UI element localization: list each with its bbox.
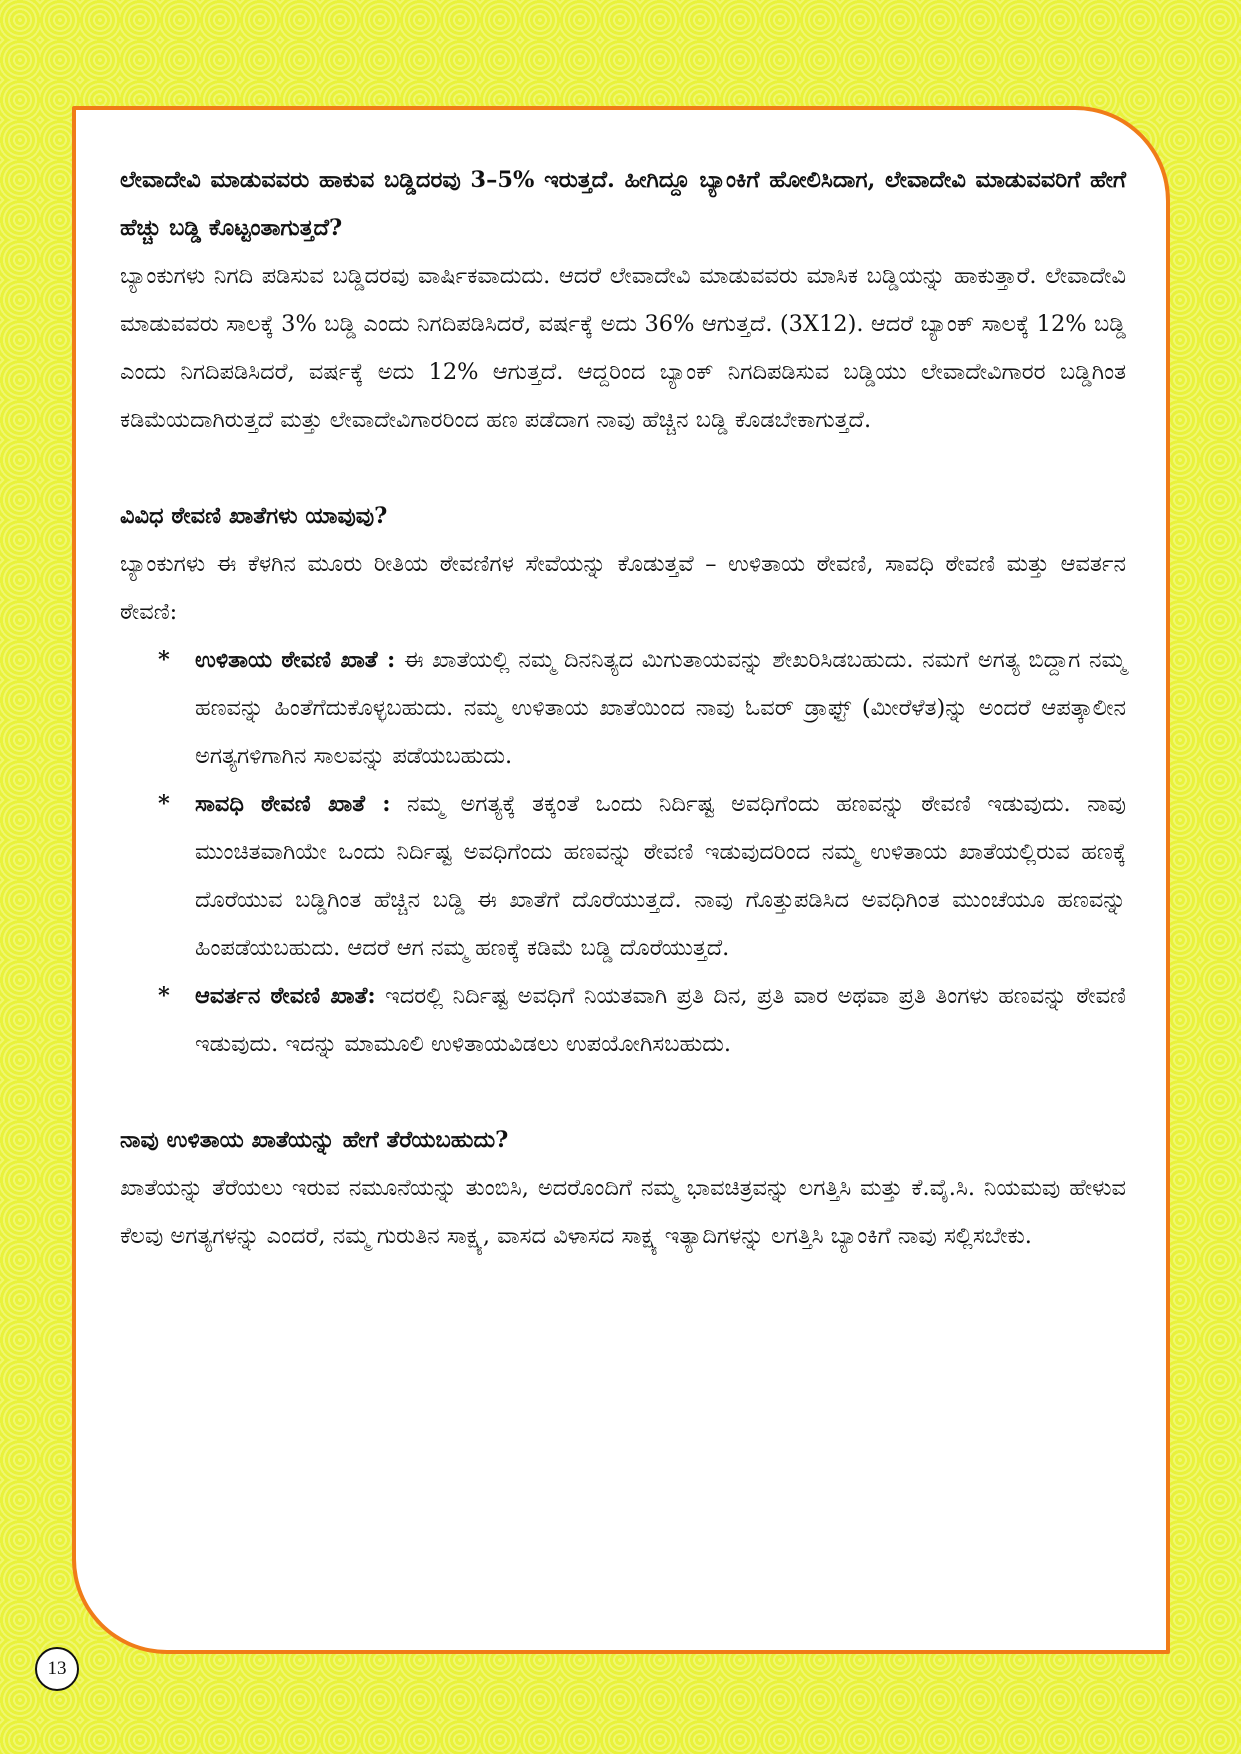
recurring-deposit-term: ಆವರ್ತನ ಠೇವಣಿ ಖಾತೆ: bbox=[195, 983, 376, 1009]
fixed-deposit-text: ನಮ್ಮ ಅಗತ್ಯಕ್ಕೆ ತಕ್ಕಂತೆ ಒಂದು ನಿರ್ದಿಷ್ಟ ಅವಧಿಗೆಂದು ಹಣವನ್ನು ಠೇವಣಿ ಇಡುವುದು. ನಾವು ಮುಂಚಿತವಾಗಿಯೇ ಒಂದು ನಿರ್ದಿಷ್ಟ ಅವಧಿಗೆಂದು ಹಣವನ್ನು ಠೇವಣಿ ಇಡುವುದರಿಂದ ನಮ್ಮ ಉಳಿತಾಯ ಖಾತೆಯಲ್ಲಿರುವ ಹಣಕ್ಕೆ ದೊರೆಯುವ ಬಡ್ಡಿಗಿಂತ ಹೆಚ್ಚಿನ ಬಡ್ಡಿ ಈ ಖಾತೆಗೆ ದೊರೆಯುತ್ತದೆ. ನಾವು ಗೊತ್ತುಪಡಿಸಿದ ಅವಧಿಗಿಂತ ಮುಂಚೆಯೂ ಹಣವನ್ನು ಹಿಂಪಡೆಯಬಹುದು. ಆದರೆ ಆಗ ನಮ್ಮ ಹಣಕ್ಕೆ ಕಡಿಮೆ ಬಡ್ಡಿ ದೊರೆಯುತ್ತದೆ. bbox=[195, 791, 1126, 961]
open-account-question: ನಾವು ಉಳಿತಾಯ ಖಾತೆಯನ್ನು ಹೇಗೆ ತೆರೆಯಬಹುದು? bbox=[120, 1127, 509, 1153]
deposits-intro: ಬ್ಯಾಂಕುಗಳು ಈ ಕೆಳಗಿನ ಮೂರು ರೀತಿಯ ಠೇವಣಿಗಳ ಸೇವೆಯನ್ನು ಕೊಡುತ್ತವೆ – ಉಳಿತಾಯ ಠೇವಣಿ, ಸಾವಧಿ ಠೇವಣಿ ಮತ್ತು ಆವರ್ತನ ಠೇವಣಿ: bbox=[120, 551, 1126, 625]
bullet-marker: * bbox=[158, 983, 170, 1009]
list-item-savings-deposit bbox=[120, 636, 1126, 780]
bullet-marker: * bbox=[158, 647, 170, 673]
deposit-types-list bbox=[120, 636, 1126, 1068]
savings-deposit-term: ಉಳಿತಾಯ ಠೇವಣಿ ಖಾತೆ : bbox=[195, 647, 396, 673]
savings-deposit-text: ಈ ಖಾತೆಯಲ್ಲಿ ನಮ್ಮ ದಿನನಿತ್ಯದ ಮಿಗುತಾಯವನ್ನು ಶೇಖರಿಸಿಡಬಹುದು. ನಮಗೆ ಅಗತ್ಯ ಬಿದ್ದಾಗ ನಮ್ಮ ಹಣವನ್ನು ಹಿಂತೆಗೆದುಕೊಳ್ಳಬಹುದು. ನಮ್ಮ ಉಳಿತಾಯ ಖಾತೆಯಿಂದ ನಾವು ಓವರ್ ಡ್ರಾಫ್ಟ್ (ಮೀರೆಳೆತ)ನ್ನು ಅಂದರೆ ಆಪತ್ಕಾಲೀನ ಅಗತ್ಯಗಳಿಗಾಗಿನ ಸಾಲವನ್ನು ಪಡೆಯಬಹುದು. bbox=[195, 647, 1126, 769]
page-number-badge: 13 bbox=[35, 1647, 79, 1691]
page-frame bbox=[72, 106, 1170, 1654]
section-spacer bbox=[120, 444, 1126, 492]
recurring-deposit-text: ಇದರಲ್ಲಿ ನಿರ್ದಿಷ್ಟ ಅವಧಿಗೆ ನಿಯತವಾಗಿ ಪ್ರತಿ ದಿನ, ಪ್ರತಿ ವಾರ ಅಥವಾ ಪ್ರತಿ ತಿಂಗಳು ಹಣವನ್ನು ಠೇವಣಿ ಇಡುವುದು. ಇದನ್ನು ಮಾಮೂಲಿ ಉಳಿತಾಯವಿಡಲು ಉಪಯೋಗಿಸಬಹುದು. bbox=[195, 983, 1126, 1057]
interest-question: ಲೇವಾದೇವಿ ಮಾಡುವವರು ಹಾಕುವ ಬಡ್ಡಿದರವು 3–5% ಇರುತ್ತದೆ. ಹೀಗಿದ್ದೂ ಬ್ಯಾಂಕಿಗೆ ಹೋಲಿಸಿದಾಗ, ಲೇವಾದೇವಿ ಮಾಡುವವರಿಗೆ ಹೇಗೆ ಹೆಚ್ಚು ಬಡ್ಡಿ ಕೊಟ್ಟಂತಾಗುತ್ತದೆ? bbox=[120, 167, 1126, 241]
page-content bbox=[120, 156, 1126, 1260]
fixed-deposit-term: ಸಾವಧಿ ಠೇವಣಿ ಖಾತೆ : bbox=[195, 791, 391, 817]
section-spacer bbox=[120, 1068, 1126, 1116]
interest-answer: ಬ್ಯಾಂಕುಗಳು ನಿಗದಿ ಪಡಿಸುವ ಬಡ್ಡಿದರವು ವಾರ್ಷಿಕವಾದುದು. ಆದರೆ ಲೇವಾದೇವಿ ಮಾಡುವವರು ಮಾಸಿಕ ಬಡ್ಡಿಯನ್ನು ಹಾಕುತ್ತಾರೆ. ಲೇವಾದೇವಿ ಮಾಡುವವರು ಸಾಲಕ್ಕೆ 3% ಬಡ್ಡಿ ಎಂದು ನಿಗದಿಪಡಿಸಿದರೆ, ವರ್ಷಕ್ಕೆ ಅದು 36% ಆಗುತ್ತದೆ. (3X12). ಆದರೆ ಬ್ಯಾಂಕ್ ಸಾಲಕ್ಕೆ 12% ಬಡ್ಡಿ ಎಂದು ನಿಗದಿಪಡಿಸಿದರೆ, ವರ್ಷಕ್ಕೆ ಅದು 12% ಆಗುತ್ತದೆ. ಆದ್ದರಿಂದ ಬ್ಯಾಂಕ್ ನಿಗದಿಪಡಿಸುವ ಬಡ್ಡಿಯು ಲೇವಾದೇವಿಗಾರರ ಬಡ್ಡಿಗಿಂತ ಕಡಿಮೆಯದಾಗಿರುತ್ತದೆ ಮತ್ತು ಲೇವಾದೇವಿಗಾರರಿಂದ ಹಣ ಪಡೆದಾಗ ನಾವು ಹೆಚ್ಚಿನ ಬಡ್ಡಿ ಕೊಡಬೇಕಾಗುತ್ತದೆ. bbox=[120, 263, 1126, 433]
list-item-fixed-deposit bbox=[120, 780, 1126, 972]
bullet-marker: * bbox=[158, 791, 170, 817]
open-account-answer: ಖಾತೆಯನ್ನು ತೆರೆಯಲು ಇರುವ ನಮೂನೆಯನ್ನು ತುಂಬಿಸಿ, ಅದರೊಂದಿಗೆ ನಮ್ಮ ಭಾವಚಿತ್ರವನ್ನು ಲಗತ್ತಿಸಿ ಮತ್ತು ಕೆ.ವೈ.ಸಿ. ನಿಯಮವು ಹೇಳುವ ಕೆಲವು ಅಗತ್ಯಗಳನ್ನು ಎಂದರೆ, ನಮ್ಮ ಗುರುತಿನ ಸಾಕ್ಷ್ಯ, ವಾಸದ ವಿಳಾಸದ ಸಾಕ್ಷ್ಯ ಇತ್ಯಾದಿಗಳನ್ನು ಲಗತ್ತಿಸಿ ಬ್ಯಾಂಕಿಗೆ ನಾವು ಸಲ್ಲಿಸಬೇಕು. bbox=[120, 1175, 1126, 1249]
list-item-recurring-deposit bbox=[120, 972, 1126, 1068]
deposits-question: ವಿವಿಧ ಠೇವಣಿ ಖಾತೆಗಳು ಯಾವುವು? bbox=[120, 503, 388, 529]
